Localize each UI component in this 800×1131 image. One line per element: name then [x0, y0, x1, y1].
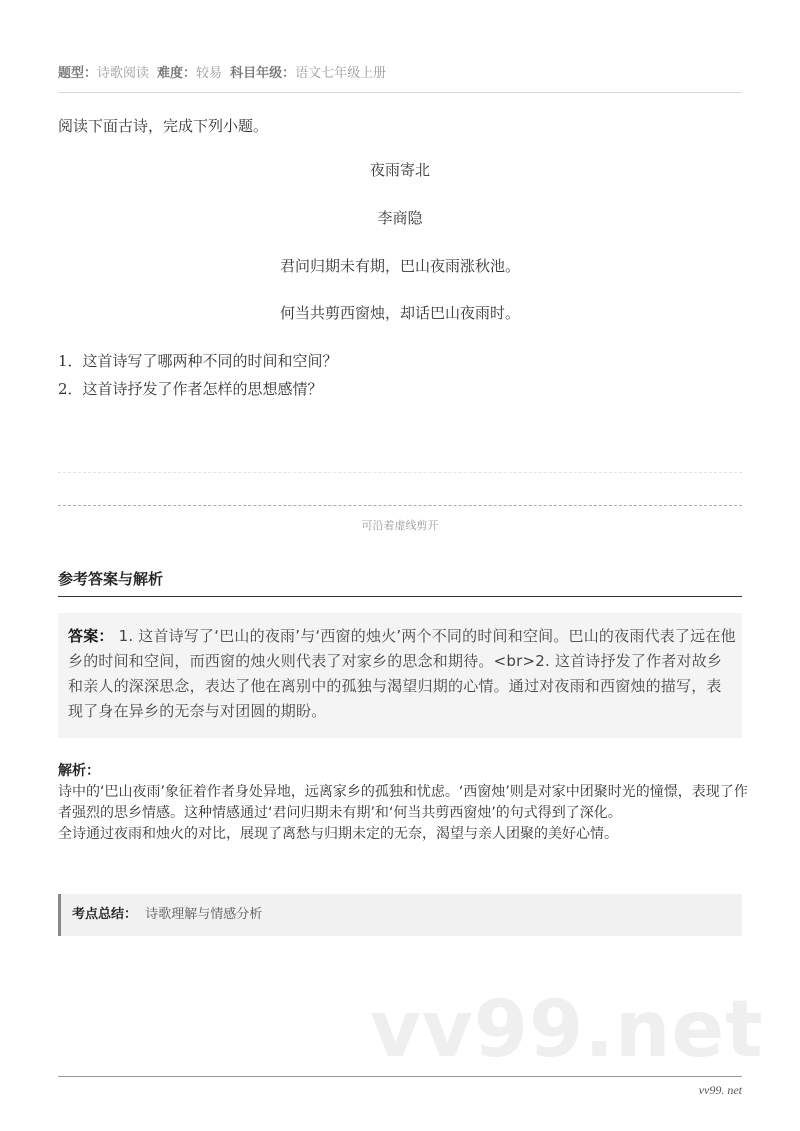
difficulty-label: 难度：: [157, 66, 197, 81]
type-value: 诗歌阅读: [97, 65, 150, 80]
subject-value: 语文七年级上册: [295, 65, 387, 80]
section-divider: [58, 596, 742, 597]
watermark: vv99.net: [370, 985, 764, 1075]
question-meta: [58, 64, 742, 83]
summary-value: 诗歌理解与情感分析: [145, 907, 263, 922]
answer-label: 答案：: [68, 627, 114, 645]
subject-label: 科目年级：: [230, 66, 296, 81]
summary-box: [58, 894, 742, 936]
cut-line-label: 可沿着虚线剪开: [361, 519, 439, 532]
analysis-paragraph: 诗中的‘巴山夜雨’象征着作者身处异地，远离家乡的孤独和忧虑。‘西窗烛’则是对家中团聚时光的憧憬，表现了作者强烈的思乡情感。这种情感通过‘君问归期未有期’和‘何当共剪西窗烛’的句式得到了深化。: [58, 784, 748, 821]
type-label: 题型：: [58, 66, 98, 81]
question-item: 2．这首诗抒发了作者怎样的思想感情？: [58, 380, 323, 398]
analysis-label: 解析：: [58, 763, 100, 779]
footer-divider: [58, 1076, 742, 1077]
answer-box: [58, 613, 742, 738]
summary-label: 考点总结：: [72, 907, 138, 922]
summary-content: [72, 906, 262, 924]
meta-divider: [58, 92, 742, 93]
poem-author: 李商隐: [377, 209, 423, 227]
question-intro: 阅读下面古诗，完成下列小题。: [58, 117, 269, 135]
analysis-content: [58, 782, 748, 845]
poem-line: 君问归期未有期，巴山夜雨涨秋池。: [279, 257, 520, 275]
footer-site: vv99. net: [698, 1083, 742, 1097]
cut-line: [58, 505, 742, 506]
analysis-paragraph: 全诗通过夜雨和烛火的对比，展现了离愁与归期未定的无奈，渴望与亲人团聚的美好心情。: [58, 826, 618, 842]
answer-content: 1. 这首诗写了‘巴山的夜雨’与‘西窗的烛火’两个不同的时间和空间。巴山的夜雨代表了远在他乡的时间和空间，而西窗的烛火则代表了对家乡的思念和期待。<br>2. 这首诗抒发了作者对故乡和亲人的深深思念，表达了他在离别中的孤独与渴望归期的心情。通过对夜雨和西窗烛的描写，表现了身在异乡的无奈与对团圆的期盼。: [68, 627, 736, 720]
answer-text-block: [68, 624, 736, 724]
answer-area-line: [58, 472, 742, 473]
answer-section-title: 参考答案与解析: [58, 570, 164, 588]
difficulty-value: 较易: [196, 65, 223, 80]
poem-line: 何当共剪西窗烛，却话巴山夜雨时。: [279, 304, 520, 322]
poem-title: 夜雨寄北: [369, 161, 430, 179]
question-item: 1．这首诗写了哪两种不同的时间和空间？: [58, 352, 338, 370]
